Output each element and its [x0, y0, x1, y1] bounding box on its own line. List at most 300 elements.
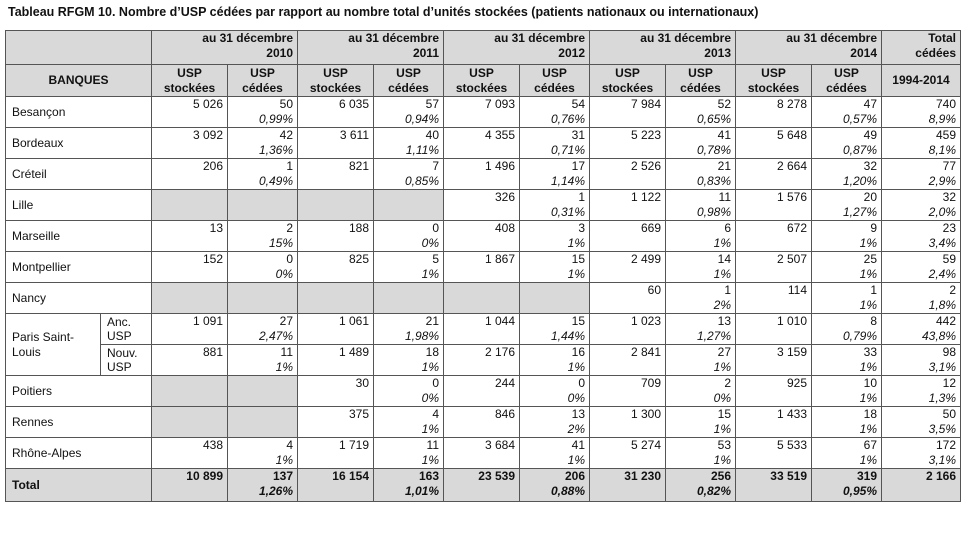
total-cedees-value	[374, 469, 444, 502]
empty-cell	[520, 283, 590, 314]
usp-stockees-value: 326	[444, 190, 520, 221]
cedees-percent: 1%	[421, 360, 439, 374]
usp-stockees-value: 1 433	[736, 407, 812, 438]
usp-cedees-value	[520, 190, 590, 221]
usp-stockees-value: 2 526	[590, 159, 666, 190]
cedees-count: 40	[425, 128, 439, 142]
total-count: 12	[942, 376, 956, 390]
usp-cedees-value	[812, 376, 882, 407]
total-percent: 2,9%	[928, 174, 956, 188]
total-count: 442	[935, 314, 956, 328]
usp-cedees-value	[666, 190, 736, 221]
cedees-percent: 1,11%	[405, 143, 439, 157]
usp-stockees-value: 152	[152, 252, 228, 283]
usp-cedees-value	[666, 314, 736, 345]
usp-cedees-value	[812, 159, 882, 190]
usp-stockees-value: 5 648	[736, 128, 812, 159]
total-cedees-value	[882, 314, 961, 345]
total-percent: 3,1%	[928, 360, 956, 374]
cedees-count: 0	[432, 376, 439, 390]
total-count: 2	[949, 283, 956, 297]
cedees-count: 27	[717, 345, 731, 359]
usp-cedees-value	[520, 314, 590, 345]
cedees-count: 163	[418, 469, 439, 483]
usp-cedees-value	[666, 376, 736, 407]
total-cedees-value	[882, 159, 961, 190]
usp-cedees-value	[666, 283, 736, 314]
cedees-percent: 1%	[421, 267, 439, 281]
total-percent: 1,3%	[928, 391, 956, 405]
cedees-count: 53	[717, 438, 731, 452]
cedees-percent: 2,47%	[258, 329, 293, 343]
cedees-count: 15	[717, 407, 731, 421]
usp-cedees-value	[520, 438, 590, 469]
total-count: 740	[935, 97, 956, 111]
usp-stockees-value: 709	[590, 376, 666, 407]
empty-cell	[228, 283, 298, 314]
usp-stockees-value: 1 719	[298, 438, 374, 469]
usp-cedees-value	[812, 190, 882, 221]
usp-stockees-value: 1 300	[590, 407, 666, 438]
usp-cedees-value	[666, 407, 736, 438]
usp-stockees-value: 672	[736, 221, 812, 252]
cedees-percent: 0,57%	[842, 112, 877, 126]
usp-cedees-value	[812, 221, 882, 252]
total-percent: 3,1%	[928, 453, 956, 467]
table-row	[6, 221, 961, 252]
total-percent: 2,4%	[928, 267, 956, 281]
total-stockees-value: 23 539	[444, 469, 520, 502]
usp-cedees-value	[374, 252, 444, 283]
table-row	[6, 159, 961, 190]
total-cedees-value	[812, 469, 882, 502]
cedees-count: 137	[272, 469, 293, 483]
cedees-percent: 1%	[713, 422, 731, 436]
cedees-count: 10	[863, 376, 877, 390]
cedees-percent: 1%	[567, 236, 585, 250]
total-count: 32	[942, 190, 956, 204]
cedees-percent: 0,88%	[550, 484, 585, 498]
usp-cedees-value	[520, 97, 590, 128]
cedees-percent: 0%	[421, 236, 439, 250]
usp-stockees-value: 825	[298, 252, 374, 283]
cedees-percent: 0,49%	[258, 174, 293, 188]
cedees-percent: 0,82%	[696, 484, 731, 498]
total-cedees-value	[882, 128, 961, 159]
bank-name: Nancy	[6, 283, 152, 314]
cedees-percent: 1%	[859, 298, 877, 312]
usp-stockees-value: 13	[152, 221, 228, 252]
usp-stockees-value: 5 533	[736, 438, 812, 469]
usp-stockees-value: 669	[590, 221, 666, 252]
usp-stockees-value: 1 010	[736, 314, 812, 345]
usp-cedees-value	[228, 345, 298, 376]
usp-cedees-value	[520, 407, 590, 438]
cedees-count: 4	[286, 438, 293, 452]
usp-cedees-value	[666, 221, 736, 252]
bank-subtype: Nouv. USP	[101, 345, 152, 376]
cedees-count: 41	[717, 128, 731, 142]
header-year-2010: au 31 décembre 2010	[152, 31, 298, 65]
grand-total-value: 2 166	[882, 469, 961, 502]
header-row-years	[6, 31, 961, 65]
total-percent: 3,4%	[928, 236, 956, 250]
bank-name: Poitiers	[6, 376, 152, 407]
usp-stockees-value: 846	[444, 407, 520, 438]
usp-cedees-value	[374, 159, 444, 190]
bank-subtype: Anc. USP	[101, 314, 152, 345]
usp-stockees-value: 925	[736, 376, 812, 407]
cedees-percent: 1%	[713, 267, 731, 281]
usp-stockees-value: 114	[736, 283, 812, 314]
total-count: 459	[935, 128, 956, 142]
cedees-percent: 1%	[275, 360, 293, 374]
cedees-count: 20	[863, 190, 877, 204]
total-cedees-value	[882, 345, 961, 376]
cedees-count: 1	[286, 159, 293, 173]
usp-stockees-value: 5 223	[590, 128, 666, 159]
cedees-percent: 0,31%	[550, 205, 585, 219]
usp-cedees-value	[666, 345, 736, 376]
header-year-2013: au 31 décembre 2013	[590, 31, 736, 65]
bank-name: Rhône-Alpes	[6, 438, 152, 469]
usp-stockees-value: 2 507	[736, 252, 812, 283]
usp-stockees-value: 2 841	[590, 345, 666, 376]
empty-cell	[152, 190, 228, 221]
usp-cedees-value	[520, 128, 590, 159]
empty-cell	[374, 283, 444, 314]
cedees-percent: 0,94%	[404, 112, 439, 126]
cedees-percent: 0,95%	[842, 484, 877, 498]
empty-cell	[152, 407, 228, 438]
empty-cell	[152, 283, 228, 314]
usp-stockees-value: 1 044	[444, 314, 520, 345]
empty-cell	[228, 190, 298, 221]
table-body	[6, 97, 961, 502]
total-cedees-value	[882, 252, 961, 283]
cedees-percent: 1%	[713, 360, 731, 374]
cedees-count: 31	[571, 128, 585, 142]
cedees-percent: 1%	[859, 267, 877, 281]
usp-stockees-value: 4 355	[444, 128, 520, 159]
cedees-percent: 0%	[713, 391, 731, 405]
table-row	[6, 190, 961, 221]
bank-name: Rennes	[6, 407, 152, 438]
cedees-percent: 1,27%	[842, 205, 877, 219]
usp-stockees-value: 375	[298, 407, 374, 438]
header-usp-cedees: USP cédées	[666, 65, 736, 97]
usp-stockees-value: 1 576	[736, 190, 812, 221]
total-cedees-value	[666, 469, 736, 502]
header-usp-stockees: USP stockées	[152, 65, 228, 97]
usp-stockees-value: 3 159	[736, 345, 812, 376]
cedees-percent: 1,44%	[550, 329, 585, 343]
cedees-count: 11	[426, 438, 439, 452]
usp-stockees-value: 1 496	[444, 159, 520, 190]
total-cedees-value	[228, 469, 298, 502]
cedees-percent: 0%	[421, 391, 439, 405]
cedees-count: 15	[571, 314, 585, 328]
cedees-count: 15	[571, 252, 585, 266]
usp-cedees-value	[374, 376, 444, 407]
usp-cedees-value	[666, 438, 736, 469]
cedees-count: 5	[432, 252, 439, 266]
cedees-percent: 1%	[859, 236, 877, 250]
usp-cedees-value	[812, 283, 882, 314]
total-count: 23	[942, 221, 956, 235]
cedees-count: 57	[425, 97, 439, 111]
usp-cedees-value	[812, 314, 882, 345]
total-cedees-value	[882, 407, 961, 438]
header-usp-cedees: USP cédées	[812, 65, 882, 97]
cedees-percent: 0,83%	[696, 174, 731, 188]
table-caption	[8, 4, 758, 20]
usp-cedees-value	[374, 438, 444, 469]
cedees-count: 2	[724, 376, 731, 390]
usp-stockees-value: 408	[444, 221, 520, 252]
total-count: 59	[942, 252, 956, 266]
cedees-count: 1	[870, 283, 877, 297]
cedees-count: 16	[571, 345, 585, 359]
empty-cell	[298, 190, 374, 221]
cedees-percent: 1,01%	[404, 484, 439, 498]
table-row	[6, 283, 961, 314]
total-percent: 1,8%	[928, 298, 956, 312]
total-percent: 2,0%	[928, 205, 956, 219]
usp-stockees-value: 5 274	[590, 438, 666, 469]
header-usp-cedees: USP cédées	[520, 65, 590, 97]
usp-stockees-value: 7 093	[444, 97, 520, 128]
usp-stockees-value: 1 061	[298, 314, 374, 345]
total-cedees-value	[520, 469, 590, 502]
bank-name: Créteil	[6, 159, 152, 190]
cedees-percent: 1%	[567, 360, 585, 374]
cedees-count: 3	[578, 221, 585, 235]
total-row	[6, 469, 961, 502]
cedees-count: 25	[863, 252, 877, 266]
cedees-percent: 1,27%	[696, 329, 731, 343]
usp-stockees-value: 5 026	[152, 97, 228, 128]
usp-cedees-value	[812, 252, 882, 283]
cedees-count: 13	[571, 407, 585, 421]
usp-stockees-value: 3 092	[152, 128, 228, 159]
empty-cell	[228, 376, 298, 407]
header-total: Total cédées	[882, 31, 961, 65]
total-count: 50	[942, 407, 956, 421]
usp-cedees-value	[520, 221, 590, 252]
usp-stockees-value: 1 489	[298, 345, 374, 376]
cedees-percent: 1%	[567, 267, 585, 281]
cedees-count: 4	[432, 407, 439, 421]
table-caption-text: Nombre d’USP cédées par rapport au nombre total d’unités stockées (patients nationaux ou internationaux)	[118, 5, 759, 19]
cedees-count: 11	[718, 190, 731, 204]
cedees-count: 1	[578, 190, 585, 204]
usp-stockees-value: 881	[152, 345, 228, 376]
bank-name: Bordeaux	[6, 128, 152, 159]
usp-stockees-value: 206	[152, 159, 228, 190]
total-stockees-value: 10 899	[152, 469, 228, 502]
total-stockees-value: 16 154	[298, 469, 374, 502]
header-empty-cell	[6, 31, 152, 65]
cedees-percent: 2%	[567, 422, 585, 436]
cedees-count: 18	[863, 407, 877, 421]
usp-cedees-value	[374, 221, 444, 252]
header-year-2011: au 31 décembre 2011	[298, 31, 444, 65]
usp-cedees-value	[666, 97, 736, 128]
usp-stockees-value: 2 499	[590, 252, 666, 283]
usp-cedees-value	[228, 252, 298, 283]
usp-stockees-value: 188	[298, 221, 374, 252]
total-cedees-value	[882, 190, 961, 221]
cedees-percent: 0,65%	[696, 112, 731, 126]
total-stockees-value: 33 519	[736, 469, 812, 502]
usp-table	[5, 30, 961, 502]
header-period: 1994-2014	[882, 65, 961, 97]
usp-stockees-value: 244	[444, 376, 520, 407]
cedees-percent: 1%	[859, 422, 877, 436]
usp-stockees-value: 7 984	[590, 97, 666, 128]
cedees-percent: 1%	[421, 422, 439, 436]
usp-stockees-value: 1 091	[152, 314, 228, 345]
cedees-count: 206	[564, 469, 585, 483]
cedees-count: 41	[571, 438, 585, 452]
cedees-count: 319	[856, 469, 877, 483]
total-cedees-value	[882, 376, 961, 407]
cedees-percent: 0%	[275, 267, 293, 281]
usp-cedees-value	[228, 128, 298, 159]
usp-stockees-value: 2 664	[736, 159, 812, 190]
cedees-count: 13	[717, 314, 731, 328]
usp-cedees-value	[374, 314, 444, 345]
bank-name: Besançon	[6, 97, 152, 128]
usp-cedees-value	[520, 159, 590, 190]
usp-cedees-value	[666, 252, 736, 283]
usp-cedees-value	[812, 407, 882, 438]
cedees-percent: 1,36%	[258, 143, 293, 157]
table-row	[6, 97, 961, 128]
total-cedees-value	[882, 221, 961, 252]
cedees-percent: 1%	[859, 360, 877, 374]
cedees-count: 6	[724, 221, 731, 235]
usp-cedees-value	[374, 345, 444, 376]
cedees-count: 49	[863, 128, 877, 142]
cedees-percent: 1%	[859, 391, 877, 405]
usp-stockees-value: 821	[298, 159, 374, 190]
total-cedees-value	[882, 97, 961, 128]
total-count: 172	[935, 438, 956, 452]
cedees-count: 18	[425, 345, 439, 359]
cedees-percent: 0,79%	[842, 329, 877, 343]
total-cedees-value	[882, 438, 961, 469]
cedees-count: 27	[279, 314, 293, 328]
cedees-count: 52	[717, 97, 731, 111]
cedees-percent: 1,26%	[258, 484, 293, 498]
header-banques: BANQUES	[6, 65, 152, 97]
cedees-count: 0	[286, 252, 293, 266]
cedees-percent: 1,98%	[404, 329, 439, 343]
cedees-percent: 0,87%	[842, 143, 877, 157]
bank-name: Montpellier	[6, 252, 152, 283]
cedees-count: 33	[863, 345, 877, 359]
total-stockees-value: 31 230	[590, 469, 666, 502]
total-cedees-value	[882, 283, 961, 314]
total-percent: 8,9%	[928, 112, 956, 126]
cedees-count: 1	[724, 283, 731, 297]
usp-cedees-value	[374, 407, 444, 438]
empty-cell	[374, 190, 444, 221]
header-usp-stockees: USP stockées	[298, 65, 374, 97]
cedees-count: 0	[432, 221, 439, 235]
total-count: 98	[942, 345, 956, 359]
empty-cell	[444, 283, 520, 314]
usp-cedees-value	[520, 345, 590, 376]
bank-name: Paris Saint-Louis	[6, 314, 101, 376]
usp-cedees-value	[228, 438, 298, 469]
cedees-percent: 1%	[275, 453, 293, 467]
cedees-count: 14	[717, 252, 731, 266]
usp-cedees-value	[812, 97, 882, 128]
cedees-count: 256	[710, 469, 731, 483]
header-usp-cedees: USP cédées	[228, 65, 298, 97]
cedees-count: 8	[870, 314, 877, 328]
cedees-count: 0	[578, 376, 585, 390]
usp-cedees-value	[666, 128, 736, 159]
total-count: 77	[942, 159, 956, 173]
table-row	[6, 252, 961, 283]
empty-cell	[228, 407, 298, 438]
cedees-count: 11	[280, 345, 293, 359]
cedees-percent: 0,78%	[696, 143, 731, 157]
usp-stockees-value: 3 684	[444, 438, 520, 469]
usp-stockees-value: 8 278	[736, 97, 812, 128]
header-usp-stockees: USP stockées	[444, 65, 520, 97]
cedees-percent: 1%	[713, 453, 731, 467]
usp-stockees-value: 2 176	[444, 345, 520, 376]
table-row	[6, 376, 961, 407]
table-row	[6, 345, 961, 376]
cedees-percent: 2%	[713, 298, 731, 312]
usp-stockees-value: 1 867	[444, 252, 520, 283]
usp-cedees-value	[520, 252, 590, 283]
table-caption-label: Tableau RFGM 10.	[8, 5, 116, 19]
cedees-count: 21	[425, 314, 439, 328]
cedees-count: 9	[870, 221, 877, 235]
usp-cedees-value	[812, 345, 882, 376]
cedees-percent: 0,98%	[696, 205, 731, 219]
cedees-percent: 1,14%	[550, 174, 585, 188]
cedees-count: 67	[863, 438, 877, 452]
cedees-percent: 0,71%	[550, 143, 585, 157]
header-usp-stockees: USP stockées	[590, 65, 666, 97]
bank-name: Marseille	[6, 221, 152, 252]
table-row	[6, 438, 961, 469]
usp-cedees-value	[228, 314, 298, 345]
cedees-count: 54	[571, 97, 585, 111]
header-year-2014: au 31 décembre 2014	[736, 31, 882, 65]
cedees-count: 47	[863, 97, 877, 111]
empty-cell	[298, 283, 374, 314]
usp-cedees-value	[520, 376, 590, 407]
cedees-count: 7	[432, 159, 439, 173]
usp-cedees-value	[812, 438, 882, 469]
cedees-percent: 15%	[268, 236, 293, 250]
cedees-percent: 1%	[567, 453, 585, 467]
bank-name: Lille	[6, 190, 152, 221]
usp-stockees-value: 60	[590, 283, 666, 314]
cedees-percent: 1,20%	[842, 174, 877, 188]
table-row	[6, 314, 961, 345]
cedees-count: 42	[279, 128, 293, 142]
